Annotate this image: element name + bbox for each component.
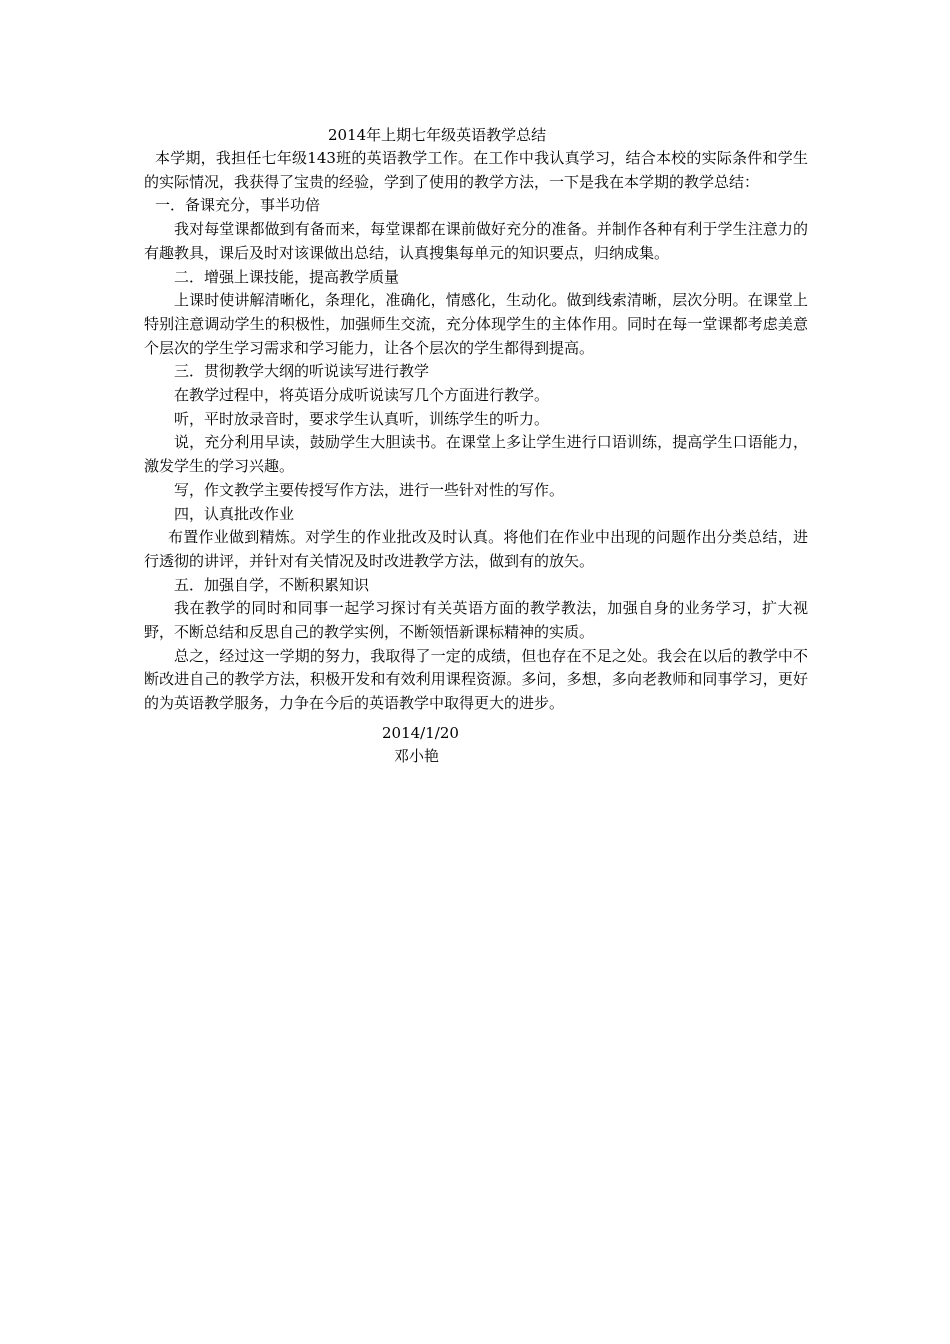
- document-title: 2014年上期七年级英语教学总结: [328, 126, 547, 144]
- section-3-heading: 三．贯彻教学大纲的听说读写进行教学: [174, 362, 430, 381]
- section-1-body: 我对每堂课都做到有备而来，每堂课都在课前做好充分的准备。并制作各种有利于学生注意力的有趣教具，课后及时对该课做出总结，认真搜集每单元的知识要点，归纳成集。: [144, 220, 808, 262]
- section-1-heading: 一．备课充分，事半功倍: [155, 196, 321, 215]
- section-2-body: 上课时使讲解清晰化，条理化，准确化，情感化，生动化。做到线索清晰，层次分明。在课堂上特别注意调动学生的积极性，加强师生交流，充分体现学生的主体作用。同时在每一堂课都考虑美意个层次的学生学习需求和学习能力，让各个层次的学生都得到提高。: [144, 291, 808, 357]
- author-signature: 邓小艳: [394, 747, 440, 766]
- section-3-body: 在教学过程中，将英语分成听说读写几个方面进行教学。: [174, 386, 550, 405]
- document-page: [144, 124, 808, 769]
- section-4-heading: 四，认真批改作业: [174, 504, 295, 523]
- intro-paragraph: 本学期，我担任七年级143班的英语教学工作。在工作中我认真学习，结合本校的实际条件和学生的实际情况，我获得了宝贵的经验，学到了使用的教学方法，一下是我在本学期的教学总结：: [144, 149, 808, 191]
- conclusion-paragraph: 总之，经过这一学期的努力，我取得了一定的成绩，但也存在不足之处。我会在以后的教学中不断改进自己的教学方法，积极开发和有效利用课程资源。多问，多想，多向老教师和同事学习，更好的为英语教学服务，力争在今后的英语教学中取得更大的进步。: [144, 646, 808, 713]
- section-2-heading: 二．增强上课技能，提高教学质量: [174, 267, 400, 286]
- section-3-listening: 听，平时放录音时，要求学生认真听，训练学生的听力。: [174, 409, 550, 428]
- section-3-writing: 写，作文教学主要传授写作方法，进行一些针对性的写作。: [174, 480, 565, 499]
- section-3-speaking: 说，充分利用早读，鼓励学生大胆读书。在课堂上多让学生进行口语训练，提高学生口语能力，激发学生的学习兴趣。: [144, 433, 808, 476]
- section-5-heading: 五．加强自学，不断积累知识: [174, 575, 370, 594]
- document-date: 2014/1/20: [382, 723, 459, 742]
- section-4-body: 布置作业做到精炼。对学生的作业批改及时认真。将他们在作业中出现的问题作出分类总结，进行透彻的讲评，并针对有关情况及时改进教学方法，做到有的放矢。: [144, 528, 808, 570]
- section-5-body: 我在教学的同时和同事一起学习探讨有关英语方面的教学教法，加强自身的业务学习，扩大视野，不断总结和反思自己的教学实例，不断领悟新课标精神的实质。: [144, 599, 808, 642]
